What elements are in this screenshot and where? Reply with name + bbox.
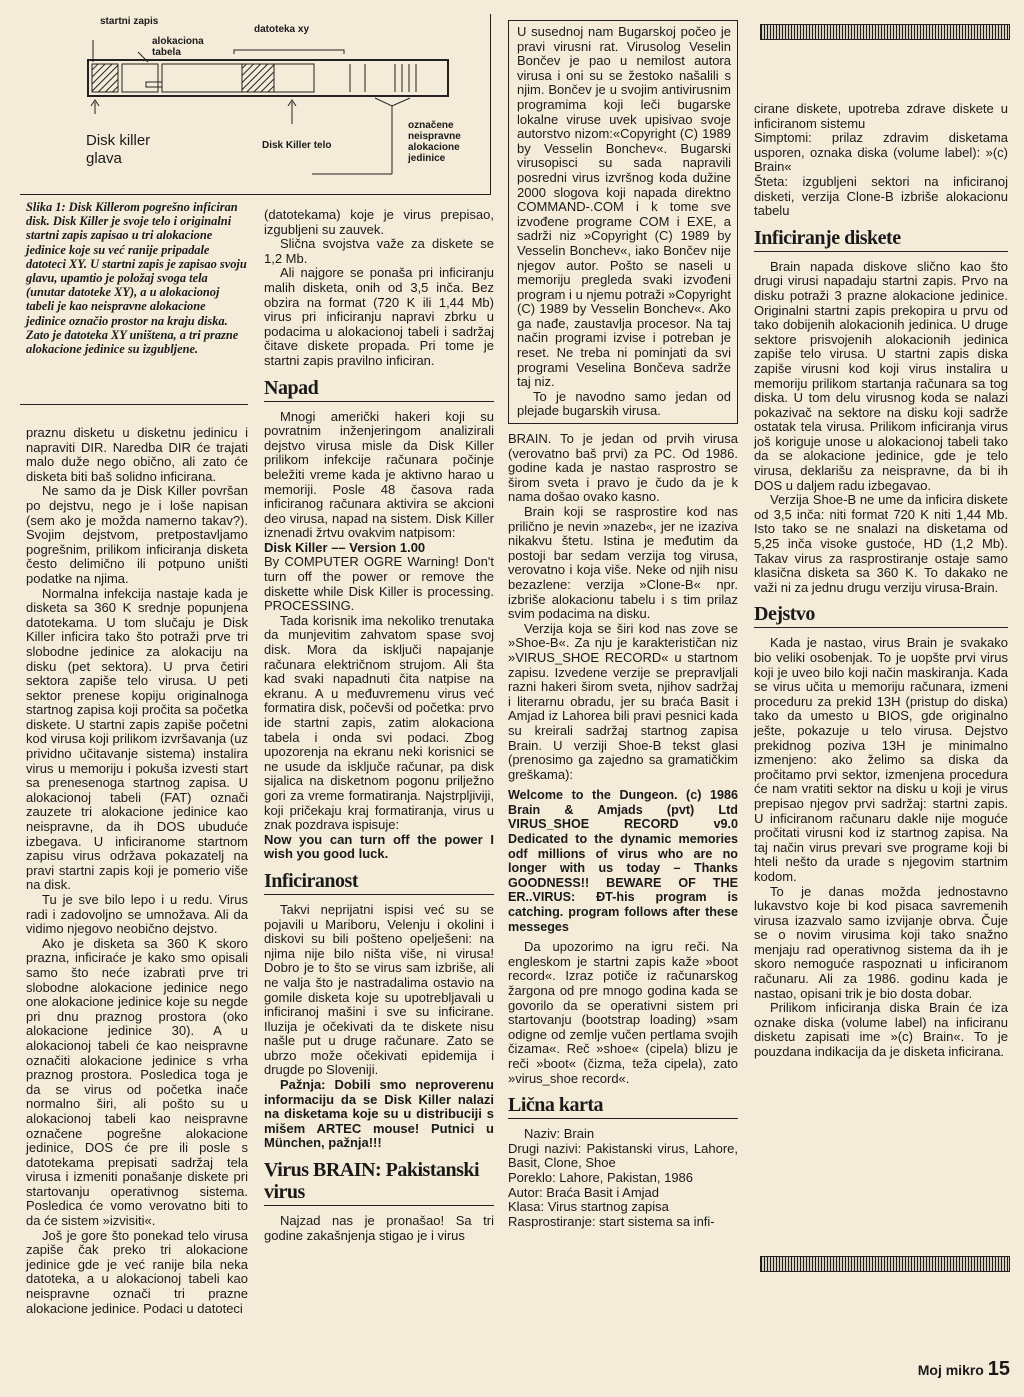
col4-paragraph: Šteta: izgubljeni sektori na inficiranoj disketi, verzija Clone-B izbriše alokacionu tabelu <box>754 173 1008 219</box>
column-4 <box>754 102 1008 1060</box>
col2-paragraph: Mnogi američki hakeri koji su povratnim inženjeringom analizirali dejstvo virusa misle da Disk Killer prilikom infekcije računara počinje beležiti vreme kada je aktivno harao u memoriji. Posle 48 časova rada inficiranog računara aktivira se akcioni deo virusa, napad na sistem. Disk Killer iznenadi žrtvu ovakvim natpisom: <box>264 408 494 541</box>
col2-paragraph: Ali najgore se ponaša pri inficiranju malih disketa, onih od 3,5 inča. Bez obzira na format (720 K ili 1,44 Mb) virus pri inficiranju napravi zbrku u podacima u alokacionoj tabeli i sadržaj čitave diskete propada. Pri tome je startni zapis pravilno inficiran. <box>264 265 494 368</box>
col2-paragraph: Slična svojstva važe za diskete se 1,2 Mb. <box>264 236 494 266</box>
bulgaria-box <box>508 20 738 424</box>
id-author: Autor: Braća Basit i Amjad <box>508 1184 660 1200</box>
label-startni-zapis: startni zapis <box>100 16 159 27</box>
col4-paragraph: Verzija Shoe-B ne ume da inficira diskete od 3,5 inča: niti format 720 K niti 1,44 Mb. Isto tako se ne snalazi na disketama od 5,25 inča visoke gustoće, HD (1,2 Mb). Takav virus za rasprostiranje ostaje samo klasična disketa sa 360 K. To dakako ne važi ni za jednu drugu verziju virusa-Brain. <box>754 492 1008 595</box>
heading-dejstvo: Dejstvo <box>754 603 1008 628</box>
figure-caption: Slika 1: Disk Killerom pogrešno inficiran disk. Disk Killer je svoje telo i originalni startni zapis zapisao u tri alokacione jedinice koje su već ranije pripadale datoteci XY. U startni zapis je zapisao svoju glavu, upamtio je položaj svoga tela (unutar datoteke XY), a u alokacionoj tabeli je kao neispravne alokacione jedinice označio prostor na kraju diska. Zato je datoteka XY uništena, a tri prazne alokacione jedinice su izgubljene. <box>26 200 247 357</box>
column-2 <box>264 208 494 1243</box>
label-disk-killer-telo: Disk Killer telo <box>262 140 332 151</box>
col3-paragraph: Brain koji se rasprostire kod nas prilično je nevin »nazeb«, jer ne izaziva nikakvu štetu. Istina je međutim da postoji bar sedam verzija tog virusa, verovatno i koja više. Neke od njih nisu bezazlene: verzija »Clone-B« npr. izbriše alokacionu tabelu i s tim prilaz svim podacima na disku. <box>508 504 738 622</box>
col2-paragraph: (datotekama) koje je virus prepisao, izgubljeni su zauvek. <box>264 207 494 237</box>
col1-paragraph: Ako je disketa sa 360 K skoro prazna, inficiraće je kako smo opisali samo što neće izabrati prve tri slobodne alokacione jedinice nego one alokacione jedinice koje su negde pri dnu praznog prostora (oko alokacione jedinice 30). A u alokacionoj tabeli će kao neispravne označiti alokacione jedinice s vrha praznog prostora. Posledica toga je da se virus od početka inače normalno širi, ali pošto su u alokacionoj tabeli kao neispravne označene pogrešne alokacione jedinice, DOS će pre ili posle s datotekama prepisati sadržaj tela virusa i izmeniti ponašanje diskete pri startovanju operativnog sistema. Posledica će vomo verovatno biti to da će sistem »izvisiti«. <box>26 935 248 1229</box>
col1-paragraph: Tu je sve bilo lepo i u redu. Virus radi i zadovoljno se umnožava. Ali da vidimo njegovo neobično dejstvo. <box>26 892 248 937</box>
col4-paragraph: Brain napada diskove slično kao što drugi virusi napadaju startni zapis. Prvo na disku potraži 3 prazne alokacione jedinice. Originalni startni zapis prekopira u prvu od tako dobijenih alokacionih jedinica. U druge sektore prisvojenih alokacionih jedinica zapiše telo virusa. U startni zapis diska zapiše virusni kod koji virus instalira u memoriju prilikom startanja računara sa tog diska. U tom delu virusnog koda se nalazi pokazivač na sektore na disku koji sadrže ostatak tela virusa. Prilikom inficiranja virus još koriguje unose u alokacionoj tabeli tako da se alokacione jedinice, gde je telo virusa, deklarišu za neispravne, da bi ih DOS u daljem radu izbegavao. <box>754 258 1008 493</box>
page-footer <box>918 1358 1010 1381</box>
page-number: 15 <box>987 1358 1010 1380</box>
col4-paragraph: cirane diskete, upotreba zdrave diskete u inficiranom sistemu <box>754 101 1008 131</box>
col1-paragraph: praznu disketu u disketnu jedinicu i napraviti DIR. Naredba DIR će trajati malo duže nego obično, ali zato će disketa biti baš solidno inficirana. <box>26 425 248 484</box>
label-oznacene: označene neispravne alokacione jedinice <box>408 120 461 164</box>
decorative-bar-top <box>760 24 1010 40</box>
id-class: Klasa: Virus startnog zapisa <box>508 1199 669 1215</box>
heading-licna-karta: Lična karta <box>508 1094 738 1119</box>
message-goodbye: Now you can turn off the power I wish you good luck. <box>264 831 494 862</box>
col4-paragraph: To je danas možda jednostavno lukavstvo koje bi kod pisaca savremenih virusa izazvalo samo izvijanje obrva. Čuje se o novim virusima koji tako snažno menjaju rad operativnog sistema da ih je skoro nemoguće raspoznati u inficiranom računaru. Ali za 1986. godinu kada je nastao, opisani trik je bio dosta dobar. <box>754 883 1008 1001</box>
decorative-bar-bottom <box>760 1256 1010 1272</box>
brain-message: Welcome to the Dungeon. (c) 1986 Brain & Amjads (pvt) Ltd VIRUS_SHOE RECORD v9.0 Dedicated to the dynamic memories odf millions of virus who are no longer with us today – Thanks GOODNESS!! BEWARE OF THE ER..VIRUS: ÐT-his program is catching. program follows after these messeges <box>508 788 738 934</box>
disk-diagram <box>20 14 491 195</box>
box-text: U susednoj nam Bugarskoj počeo je pravi virusni rat. Virusolog Veselin Bončev je pao u nemilost autora virusa i oni su se žestoko našalili s njim. Bončev je u svojim antivirusnim programima koji leči bugarske lokalne viruse uvek upisivao svoje autorstvo nizom:«Copyright (C) 1989 by Vesselin Bonchev«. Bugarski virusopisci su sada napravili posredni virus izvršnog koda dužine 2000 slogova koji napada direktno COMMAND-.COM i k tome sve izvođene programe COM i EXE, a sadrži niz »Copyright (C) 1989 by Vesselin Bonchev«, iako Bončev nije njegov autor. Pošto se naseli u memoriju pregleda svaki izvođeni program i u njemu potraži »Copyright (C) 1989 by Vesselin Bonchev«. Ako ga nađe, zaustavlja procesor. Na taj način programi izvise i potreban je reset. Ne treba ni pominjati da svi programi Veselina Bončeva sadrže taj niz. <box>517 24 731 390</box>
col1-paragraph: Još je gore što ponekad telo virusa zapiše čak preko tri alokacione jedinice gde je već ranije bila neka datoteka, a u alokacionoj tabeli kao neispravne označi tri prazne alokacione jedinice. Podaci u datoteci <box>26 1227 248 1316</box>
caption-rule <box>20 404 248 405</box>
id-name: Naziv: Brain <box>524 1126 595 1142</box>
col2-paragraph: Takvi neprijatni ispisi već su se pojavili u Mariboru, Velenju i okolini i diskovi su bili pošteno opelješeni: na njima nije bilo ništa više, ni virusa! Dobro je to što se virus sam izbriše, ali ne valja što je nastradalima ostavio na gomile disketa koje su upotrebljavali u inficiranoj mašini i sve su inficirane. Iluzija je očekivati da te diskete nisu našle put u druge računare. Zato se ubrzo može očekivati epidemija i drugde po Sloveniji. <box>264 901 494 1078</box>
heading-virus-brain: Virus BRAIN: Pakistanski virus <box>264 1159 494 1206</box>
col3-paragraph: Verzija koja se širi kod nas zove se »Shoe-B«. Za nju je karakterističan niz »VIRUS_SHOE RECORD« u startnom zapisu. Izvedene verzije se prepravljali razni hakeri širom sveta, njihov sadržaj i literarnu obradu, jer su braća Basit i Amjad iz Lahorea bili pravi pesnici kada su kreirali sadržaj startnog zapisa Brain. U verziji Shoe-B tekst glasi (prenosimo ga zajedno sa gramatičkim greškama): <box>508 620 738 782</box>
col3-paragraph: BRAIN. To je jedan od prvih virusa (verovatno baš prvi) za PC. Od 1986. godine kada je nastao rasprostro se širom sveta i pravo je čudo da je k nama došao ovako kasno. <box>508 431 738 505</box>
col1-paragraph: Ne samo da je Disk Killer površan po dejstvu, nego je i loše napisan (sem ako je možda namerno takav?). Svojim dejstvom, pretpostavljamo pogrešnim, prilikom inficiranja disketa često delimično ili potpuno uništi podatke na njima. <box>26 483 248 586</box>
col4-paragraph: Simptomi: prilaz zdravim disketama usporen, oznaka diska (volume label): »(c) Brain« <box>754 130 1008 175</box>
col4-paragraph: Prilikom inficiranja diska Brain će iza oznake diska (volume label) na inficiranu disketu zapisati ime »(c) Brain«. To je pouzdana indikacija da je disketa inficirana. <box>754 1000 1008 1060</box>
id-origin: Poreklo: Lahore, Pakistan, 1986 <box>508 1169 694 1185</box>
box-text-end: To je navodno samo jedan od plejade bugarskih virusa. <box>517 388 731 419</box>
message-title: Disk Killer –– Version 1.00 <box>264 539 426 555</box>
heading-napad: Napad <box>264 377 494 402</box>
label-disk-killer-glava: Disk killer glava <box>86 132 151 167</box>
col1-paragraph: Normalna infekcija nastaje kada je disketa sa 360 K srednje popunjena datotekama. U tom slučaju je Disk Killer inficira tako što potraži prve tri slobodne jedinice za alokaciju na disku (pet sektora). U prva četiri sektora zapiše telo virusa. U peti sektor prenese kopiju originalnoga startnog zapisa koji pročita sa početka diskete. U startni zapis zapiše početni kod virusa koji prilikom izvršavanja (uz prividno učitavanje sistema) instalira virus u memoriju i pokuša izvesti start sa prenesenoga startnog zapisa. U alokacionoj tabeli (FAT) označi zauzete tri alokacione jedinice kao neispravne, da ih DOS ubuduće izbegava. U inficiranome startnom zapisu virus održava pokazatelj na pravi startni zapis koji je pomerio više na disk. <box>26 585 248 893</box>
col2-paragraph: Tada korisnik ima nekoliko trenutaka da munjevitim zahvatom spase svoj disk. Mora da isključi napajanje računara električnom strujom. Ali šta kad svaki napadnuti čita natpise na ekranu. A u međuvremenu virus već formatira disk, počevši od početka: prvo ide startni zapis, zatim alokaciona tabela i onda svi podaci. Zbog upozorenja na ekranu neki korisnici se ne usude da isključe računar, pa disk sijalica na disketnom pogonu prilježno gori za vreme formatiranja. Najstrpljiviji, koji pričekaju kraj formatiranja, virus u znak pozdrava ispisuje: <box>264 612 494 833</box>
col2-paragraph: Najzad nas je pronašao! Sa tri godine zakašnjenja stigao je i virus <box>264 1213 494 1243</box>
col4-paragraph: Kada je nastao, virus Brain je svakako bio veliki osobenjak. To je uopšte prvi virus koji je uveo bilo koji način maskiranja. Kada se virus učita u memoriju računara, izmeni proceduru za prekid 13H (pristup do diska) tako da umesto u BIOS, gde originalno ješte, pokazuje u telo virusa. Dejstvo prekidnog poziva 13H je minimalno izmenjeno: ako želimo sa diska da pročitamo prvi sektor, izmenjena procedura će nam vratiti sektor na disku u koji je virus prepisao njegov prvi sadržaj: startni zapis. U inficiranom računaru dakle nije moguće pročitati virusni kod iz startnog zapisa. Na taj način virus prevari sve programe koji bi hteli nešto da urade s njegovim startnim kodom. <box>754 635 1008 884</box>
col3-paragraph: Da upozorimo na igru reči. Na engleskom je startni zapis kaže »boot record«. Izraz potiče iz računarskog žargona od pre mnogo godina kada se govorilo da se operativni sistem pri startovanju (bootstrap loading) »sam odigne od zemlje vučen pertlama svojih čizama«. Reč »shoe« (cipela) blizu je reči »boot« (čizma, teža cipela), zato »virus_shoe record«. <box>508 939 738 1086</box>
label-alokaciona-tabela: alokaciona tabela <box>152 36 204 58</box>
col2-attention: Pažnja: Dobili smo neproverenu informaciju da se Disk Killer nalazi na disketama koje su u distribuciji s mišem ARTEC mouse! Putnici u München, pažnja!!! <box>264 1077 494 1151</box>
message-body: By COMPUTER OGRE Warning! Don't turn off the power or remove the diskette while Disk Killer is processing. PROCESSING. <box>264 554 494 614</box>
heading-inficiranost: Inficiranost <box>264 870 494 895</box>
heading-inficiranje-diskete: Inficiranje diskete <box>754 227 1008 252</box>
id-aliases: Drugi nazivi: Pakistanski virus, Lahore, Basit, Clone, Shoe <box>508 1140 738 1171</box>
column-3 <box>508 20 738 1229</box>
magazine-name: Moj mikro <box>917 1362 984 1378</box>
column-1 <box>26 426 248 1316</box>
label-datoteka-xy: datoteka xy <box>254 24 310 35</box>
id-spread: Rasprostiranje: start sistema sa infi- <box>508 1213 715 1229</box>
